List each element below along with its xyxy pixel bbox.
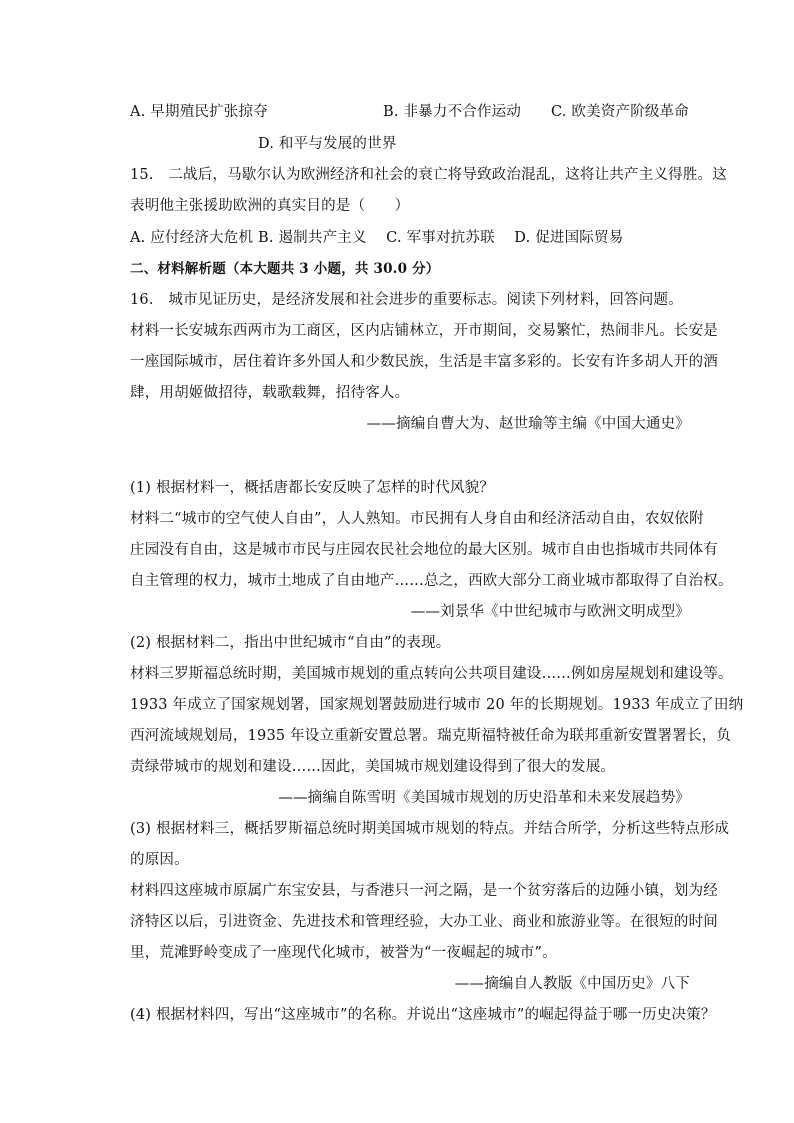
material-3-line: 材料三罗斯福总统时期，美国城市规划的重点转向公共项目建设……例如房屋规划和建设等。	[130, 666, 733, 682]
material-2-line: 自主管理的权力，城市土地成了自由地产……总之，西欧大部分工商业城市都取得了自治权。	[130, 573, 733, 589]
material-3-line: 1933 年成立了国家规划署，国家规划署鼓励进行城市 20 年的长期规划。1933 年成立了田纳	[130, 697, 744, 713]
material-4-source: ——摘编自人教版《中国历史》八下	[454, 976, 690, 992]
section-heading: 二、材料解析题（本大题共 3 小题，共 30.0 分）	[130, 261, 440, 277]
sub-question-3-cont: 的原因。	[130, 852, 189, 868]
material-1-line: 材料一长安城东西两市为工商区，区内店铺林立，开市期间，交易繁忙，热闹非凡。长安是	[130, 323, 718, 339]
sub-question-4: (4) 根据材料四，写出“这座城市”的名称。并说出“这座城市”的崛起得益于哪一历史决策？	[130, 1007, 716, 1023]
q15-stem-line2: 表明他主张援助欧洲的真实目的是（ ）	[130, 198, 410, 214]
q15-options: A. 应付经济大危机 B. 遏制共产主义 C. 军事对抗苏联 D. 促进国际贸易	[130, 230, 624, 246]
q15-stem-line1: 15. 二战后，马歇尔认为欧洲经济和社会的衰亡将导致政治混乱，这将让共产主义得胜。这	[130, 167, 727, 183]
sub-question-3: (3) 根据材料三，概括罗斯福总统时期美国城市规划的特点。并结合所学，分析这些特点形成	[130, 821, 730, 837]
sub-question-1: (1) 根据材料一，概括唐都长安反映了怎样的时代风貌？	[130, 480, 495, 496]
sub-question-2: (2) 根据材料二，指出中世纪城市“自由”的表现。	[130, 635, 451, 651]
q14-option-d: D. 和平与发展的世界	[258, 136, 397, 152]
material-3-source: ——摘编自陈雪明《美国城市规划的历史沿革和未来发展趋势》	[278, 790, 690, 806]
q14-option-c: C. 欧美资产阶级革命	[551, 104, 689, 120]
material-3-line: 责绿带城市的规划和建设……因此，美国城市规划建设得到了很大的发展。	[130, 759, 616, 775]
material-2-source: ——刘景华《中世纪城市与欧洲文明成型》	[410, 604, 690, 620]
material-3-line: 西河流域规划局，1935 年设立重新安置总署。瑞克斯福特被任命为联邦重新安置署署长，负	[130, 728, 732, 744]
q14-option-a: A. 早期殖民扩张掠夺	[130, 104, 268, 120]
material-1-source: ——摘编自曹大为、赵世瑜等主编《中国大通史》	[366, 416, 690, 432]
q14-option-b: B. 非暴力不合作运动	[383, 104, 522, 120]
material-1-line: 一座国际城市，居住着许多外国人和少数民族，生活是丰富多彩的。长安有许多胡人开的酒	[130, 354, 718, 370]
material-2-line: 庄园没有自由，这是城市市民与庄园农民社会地位的最大区别。城市自由也指城市共同体有	[130, 542, 718, 558]
q16-intro: 16. 城市见证历史，是经济发展和社会进步的重要标志。阅读下列材料，回答问题。	[130, 292, 683, 308]
material-4-line: 里，荒滩野岭变成了一座现代化城市，被誉为“一夜崛起的城市”。	[130, 945, 557, 961]
material-2-line: 材料二“城市的空气使人自由”，人人熟知。市民拥有人身自由和经济活动自由，农奴依附	[130, 511, 704, 527]
material-1-line: 肆，用胡姬做招待，载歌载舞，招待客人。	[130, 385, 410, 401]
material-4-line: 济特区以后，引进资金、先进技术和管理经验，大办工业、商业和旅游业等。在很短的时间	[130, 914, 718, 930]
material-4-line: 材料四这座城市原属广东宝安县，与香港只一河之隔，是一个贫穷落后的边陲小镇，划为经	[130, 883, 718, 899]
